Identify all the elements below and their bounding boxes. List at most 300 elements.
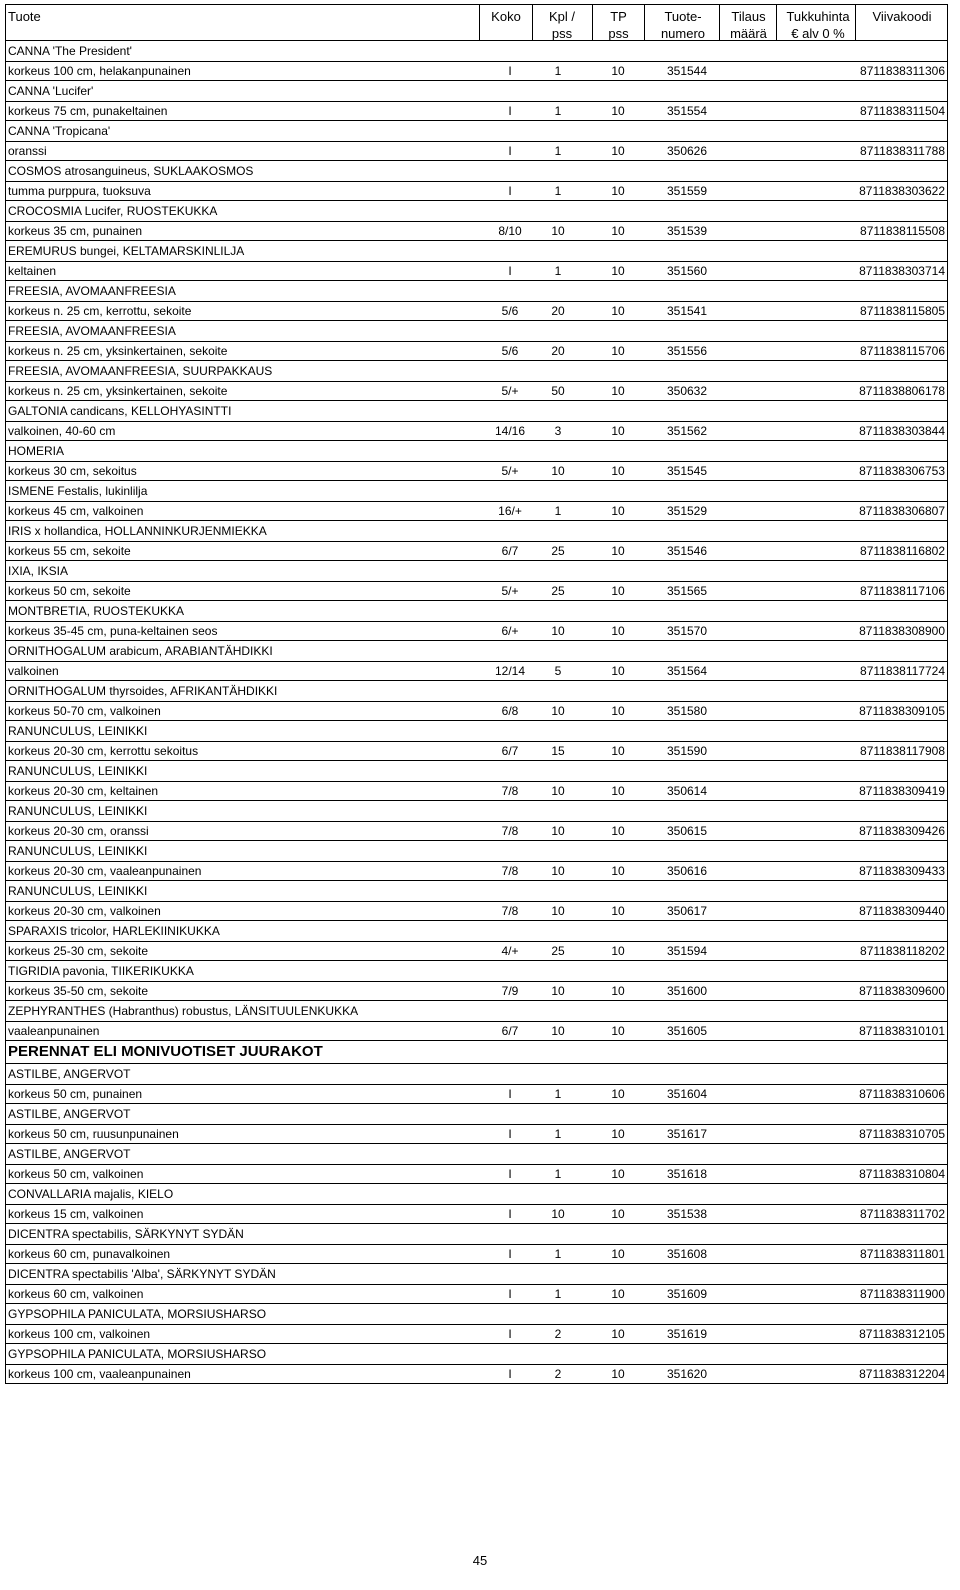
cell-kpl: 3 [554,424,562,438]
product-name: GYPSOPHILA PANICULATA, MORSIUSHARSO [8,1347,267,1361]
cell-ean: 8711838311306 [860,64,945,78]
table-row [5,201,948,241]
cell-desc: korkeus 20-30 cm, oranssi [8,824,149,838]
product-detail-line [6,581,947,600]
cell-num: 351618 [666,1167,708,1181]
cell-num: 351538 [666,1207,708,1221]
header-cell: Tilaus määrä [730,9,767,41]
product-name: TIGRIDIA pavonia, TIIKERIKUKKA [8,964,194,978]
cell-koko: 5/+ [501,464,519,478]
section-title: PERENNAT ELI MONIVUOTISET JUURAKOT [8,1043,323,1060]
cell-kpl: 1 [554,1287,562,1301]
cell-koko: I [508,184,512,198]
table-row [5,1144,948,1184]
product-detail-line [6,1364,947,1383]
cell-ean: 8711838310606 [859,1087,945,1101]
cell-desc: oranssi [8,144,47,158]
cell-tp: 10 [611,624,625,638]
cell-num: 351562 [666,424,708,438]
product-name: RANUNCULUS, LEINIKKI [8,804,148,818]
cell-ean: 8711838312105 [859,1327,945,1341]
product-name: SPARAXIS tricolor, HARLEKIINIKUKKA [8,924,220,938]
table-row [5,801,948,841]
cell-ean: 8711838115508 [860,224,945,238]
cell-ean: 8711838309105 [859,704,945,718]
cell-kpl: 2 [554,1367,562,1381]
cell-ean: 8711838311801 [860,1247,945,1261]
cell-kpl: 10 [551,624,565,638]
cell-desc: valkoinen, 40-60 cm [8,424,116,438]
cell-tp: 10 [611,64,625,78]
cell-kpl: 1 [554,1087,562,1101]
cell-ean: 8711838309440 [859,904,945,918]
cell-ean: 8711838117724 [860,664,945,678]
cell-kpl: 1 [554,104,562,118]
cell-koko: I [508,1127,512,1141]
cell-num: 351560 [666,264,708,278]
product-detail-line [6,541,947,560]
table-header [5,4,948,41]
cell-tp: 10 [611,1087,625,1101]
cell-num: 350617 [666,904,708,918]
cell-ean: 8711838303714 [859,264,945,278]
cell-tp: 10 [611,344,625,358]
cell-koko: 14/16 [494,424,526,438]
product-detail-line [6,101,947,120]
cell-ean: 8711838806178 [859,384,945,398]
cell-koko: I [508,1167,512,1181]
product-detail-line [6,1021,947,1040]
perennial-rows [5,1064,948,1384]
table-row [5,881,948,921]
column-divider [776,5,777,40]
cell-koko: I [508,1207,512,1221]
cell-desc: korkeus 50-70 cm, valkoinen [8,704,161,718]
cell-kpl: 1 [554,184,562,198]
cell-tp: 10 [611,704,625,718]
cell-tp: 10 [611,744,625,758]
cell-kpl: 10 [551,864,565,878]
cell-tp: 10 [611,1247,625,1261]
column-divider [719,5,720,40]
product-name: RANUNCULUS, LEINIKKI [8,724,148,738]
page-number: 45 [472,1553,488,1568]
cell-kpl: 1 [554,1167,562,1181]
cell-ean: 8711838303622 [859,184,945,198]
table-row [5,961,948,1001]
cell-ean: 8711838308900 [859,624,945,638]
product-name: DICENTRA spectabilis 'Alba', SÄRKYNYT SYDÄN [8,1267,276,1281]
cell-koko: 6/7 [501,544,519,558]
cell-tp: 10 [611,424,625,438]
cell-kpl: 10 [551,1207,565,1221]
header-cell: Kpl / pss [548,9,575,41]
cell-num: 350616 [666,864,708,878]
product-detail-line [6,221,947,240]
cell-koko: 5/+ [501,584,519,598]
cell-koko: 12/14 [494,664,526,678]
cell-koko: 7/8 [501,864,519,878]
column-divider [479,5,480,40]
table-row [5,561,948,601]
cell-num: 351620 [666,1367,708,1381]
cell-desc: korkeus 50 cm, valkoinen [8,1167,144,1181]
product-detail-line [6,781,947,800]
cell-ean: 8711838115706 [860,344,945,358]
cell-koko: I [508,1327,512,1341]
cell-kpl: 10 [551,984,565,998]
cell-kpl: 1 [554,64,562,78]
table-row [5,361,948,401]
cell-num: 351604 [666,1087,708,1101]
table-row [5,1344,948,1384]
cell-ean: 8711838309426 [859,824,945,838]
cell-num: 351605 [666,1024,708,1038]
cell-tp: 10 [611,264,625,278]
cell-ean: 8711838115805 [860,304,945,318]
table-row [5,41,948,81]
cell-ean: 8711838303844 [859,424,945,438]
product-detail-line [6,341,947,360]
cell-num: 350632 [666,384,708,398]
cell-kpl: 10 [551,1024,565,1038]
cell-koko: I [508,144,512,158]
table-row [5,761,948,801]
cell-ean: 8711838309419 [859,784,945,798]
product-name: CANNA 'Tropicana' [8,124,111,138]
product-detail-line [6,1084,947,1103]
cell-tp: 10 [611,584,625,598]
cell-koko: I [508,1087,512,1101]
cell-num: 350626 [666,144,708,158]
cell-kpl: 25 [551,944,565,958]
cell-ean: 8711838306753 [859,464,945,478]
cell-tp: 10 [611,1167,625,1181]
cell-kpl: 20 [551,304,565,318]
cell-kpl: 25 [551,584,565,598]
product-name: FREESIA, AVOMAANFREESIA [8,284,176,298]
cell-desc: korkeus 20-30 cm, valkoinen [8,904,161,918]
cell-num: 351529 [666,504,708,518]
table-row [5,1001,948,1041]
table-row [5,401,948,441]
product-detail-line [6,61,947,80]
product-detail-line [6,1164,947,1183]
product-name: ISMENE Festalis, lukinlilja [8,484,148,498]
table-row [5,1064,948,1104]
cell-tp: 10 [611,544,625,558]
product-detail-line [6,901,947,920]
column-divider [855,5,856,40]
price-list-table [5,4,948,1384]
product-detail-line [6,381,947,400]
cell-tp: 10 [611,904,625,918]
cell-tp: 10 [611,184,625,198]
cell-kpl: 10 [551,464,565,478]
cell-num: 351570 [666,624,708,638]
cell-tp: 10 [611,224,625,238]
cell-tp: 10 [611,504,625,518]
product-detail-line [6,1324,947,1343]
cell-tp: 10 [611,944,625,958]
table-row [5,921,948,961]
cell-ean: 8711838309433 [859,864,945,878]
cell-desc: korkeus 100 cm, vaaleanpunainen [8,1367,191,1381]
table-row [5,1104,948,1144]
product-detail-line [6,501,947,520]
product-detail-line [6,661,947,680]
column-divider [532,5,533,40]
cell-kpl: 1 [554,504,562,518]
product-detail-line [6,301,947,320]
cell-koko: 6/+ [501,624,519,638]
product-detail-line [6,821,947,840]
cell-num: 351594 [666,944,708,958]
cell-kpl: 10 [551,704,565,718]
product-name: DICENTRA spectabilis, SÄRKYNYT SYDÄN [8,1227,244,1241]
cell-koko: 7/8 [501,904,519,918]
cell-num: 350615 [666,824,708,838]
table-row [5,281,948,321]
product-detail-line [6,981,947,1000]
product-name: FREESIA, AVOMAANFREESIA [8,324,176,338]
header-cell: Tuote [8,9,41,24]
cell-desc: korkeus n. 25 cm, kerrottu, sekoite [8,304,192,318]
product-detail-line [6,1244,947,1263]
cell-num: 351590 [666,744,708,758]
cell-koko: 5/6 [501,344,519,358]
header-cell: Tukkuhinta € alv 0 % [786,9,850,41]
cell-tp: 10 [611,1127,625,1141]
cell-num: 350614 [666,784,708,798]
product-name: CANNA 'The President' [8,44,132,58]
cell-ean: 8711838311504 [860,104,945,118]
product-name: RANUNCULUS, LEINIKKI [8,884,148,898]
cell-desc: korkeus 50 cm, sekoite [8,584,131,598]
cell-desc: korkeus 20-30 cm, keltainen [8,784,159,798]
table-row [5,521,948,561]
cell-koko: I [508,1247,512,1261]
cell-koko: 4/+ [501,944,519,958]
cell-kpl: 25 [551,544,565,558]
column-divider [644,5,645,40]
cell-kpl: 10 [551,824,565,838]
cell-num: 351619 [666,1327,708,1341]
cell-ean: 8711838311702 [860,1207,945,1221]
table-row [5,321,948,361]
cell-tp: 10 [611,1367,625,1381]
header-cell: TP pss [608,9,629,41]
cell-koko: I [508,264,512,278]
product-name: FREESIA, AVOMAANFREESIA, SUURPAKKAUS [8,364,273,378]
cell-tp: 10 [611,464,625,478]
cell-kpl: 10 [551,904,565,918]
table-row [5,241,948,281]
cell-kpl: 1 [554,264,562,278]
product-detail-line [6,141,947,160]
cell-koko: 16/+ [498,504,522,518]
cell-ean: 8711838310101 [859,1024,945,1038]
cell-kpl: 1 [554,144,562,158]
cell-kpl: 2 [554,1327,562,1341]
product-detail-line [6,701,947,720]
table-row [5,721,948,761]
cell-num: 351564 [666,664,708,678]
cell-koko: 6/8 [501,704,519,718]
cell-desc: korkeus 20-30 cm, vaaleanpunainen [8,864,202,878]
cell-ean: 8711838311788 [860,144,945,158]
product-detail-line [6,261,947,280]
cell-num: 351556 [666,344,708,358]
product-name: GALTONIA candicans, KELLOHYASINTTI [8,404,232,418]
product-name: CANNA 'Lucifer' [8,84,94,98]
cell-ean: 8711838117908 [860,744,945,758]
cell-tp: 10 [611,1207,625,1221]
product-name: MONTBRETIA, RUOSTEKUKKA [8,604,185,618]
product-name: IXIA, IKSIA [8,564,69,578]
product-name: GYPSOPHILA PANICULATA, MORSIUSHARSO [8,1307,267,1321]
cell-desc: keltainen [8,264,57,278]
cell-desc: korkeus 30 cm, sekoitus [8,464,137,478]
cell-desc: korkeus 60 cm, punavalkoinen [8,1247,171,1261]
cell-desc: tumma purppura, tuoksuva [8,184,151,198]
cell-desc: korkeus 35-45 cm, puna-keltainen seos [8,624,218,638]
product-name: COSMOS atrosanguineus, SUKLAAKOSMOS [8,164,254,178]
table-row [5,481,948,521]
product-name: CONVALLARIA majalis, KIELO [8,1187,174,1201]
cell-kpl: 20 [551,344,565,358]
section-heading [5,1041,948,1064]
product-name: ASTILBE, ANGERVOT [8,1147,131,1161]
product-name: HOMERIA [8,444,65,458]
cell-koko: 6/7 [501,744,519,758]
cell-kpl: 1 [554,1127,562,1141]
product-name: RANUNCULUS, LEINIKKI [8,764,148,778]
cell-num: 351609 [666,1287,708,1301]
cell-koko: 7/8 [501,784,519,798]
cell-desc: korkeus 45 cm, valkoinen [8,504,144,518]
cell-ean: 8711838116802 [860,544,945,558]
cell-desc: valkoinen [8,664,59,678]
cell-ean: 8711838310705 [859,1127,945,1141]
product-name: EREMURUS bungei, KELTAMARSKINLILJA [8,244,245,258]
product-name: ORNITHOGALUM thyrsoides, AFRIKANTÄHDIKKI [8,684,278,698]
table-row [5,1184,948,1224]
cell-num: 351559 [666,184,708,198]
cell-koko: 5/+ [501,384,519,398]
product-name: ORNITHOGALUM arabicum, ARABIANTÄHDIKKI [8,644,273,658]
product-detail-line [6,621,947,640]
cell-num: 351565 [666,584,708,598]
cell-desc: korkeus 35-50 cm, sekoite [8,984,149,998]
cell-ean: 8711838118202 [860,944,945,958]
cell-koko: 8/10 [498,224,522,238]
cell-tp: 10 [611,784,625,798]
table-row [5,601,948,641]
cell-desc: korkeus 25-30 cm, sekoite [8,944,149,958]
cell-tp: 10 [611,864,625,878]
table-row [5,681,948,721]
cell-ean: 8711838309600 [859,984,945,998]
product-detail-line [6,1284,947,1303]
cell-koko: I [508,1367,512,1381]
table-row [5,121,948,161]
table-row [5,81,948,121]
cell-tp: 10 [611,1287,625,1301]
cell-kpl: 5 [554,664,562,678]
cell-koko: I [508,64,512,78]
cell-tp: 10 [611,384,625,398]
product-detail-line [6,861,947,880]
cell-koko: 7/8 [501,824,519,838]
cell-num: 351546 [666,544,708,558]
cell-desc: korkeus 50 cm, ruusunpunainen [8,1127,179,1141]
cell-desc: korkeus 35 cm, punainen [8,224,143,238]
cell-ean: 8711838306807 [859,504,945,518]
cell-tp: 10 [611,664,625,678]
cell-desc: korkeus 55 cm, sekoite [8,544,131,558]
cell-tp: 10 [611,144,625,158]
cell-ean: 8711838310804 [859,1167,945,1181]
table-row [5,441,948,481]
cell-ean: 8711838117106 [860,584,945,598]
product-detail-line [6,421,947,440]
product-detail-line [6,741,947,760]
cell-ean: 8711838312204 [859,1367,945,1381]
product-detail-line [6,1204,947,1223]
table-row [5,161,948,201]
product-detail-line [6,461,947,480]
cell-kpl: 15 [551,744,565,758]
cell-num: 351541 [666,304,708,318]
table-row [5,641,948,681]
cell-koko: 6/7 [501,1024,519,1038]
header-cell: Tuote- numero [660,9,706,41]
table-row [5,1304,948,1344]
product-name: IRIS x hollandica, HOLLANNINKURJENMIEKKA [8,524,267,538]
cell-num: 351617 [666,1127,708,1141]
product-name: RANUNCULUS, LEINIKKI [8,844,148,858]
product-detail-line [6,181,947,200]
product-detail-line [6,941,947,960]
cell-num: 351544 [666,64,708,78]
cell-desc: korkeus 60 cm, valkoinen [8,1287,144,1301]
cell-kpl: 10 [551,784,565,798]
cell-desc: vaaleanpunainen [8,1024,100,1038]
table-row [5,841,948,881]
cell-desc: korkeus n. 25 cm, yksinkertainen, sekoite [8,344,228,358]
cell-koko: 5/6 [501,304,519,318]
product-name: ASTILBE, ANGERVOT [8,1107,131,1121]
table-row [5,1224,948,1264]
cell-num: 351600 [666,984,708,998]
cell-tp: 10 [611,104,625,118]
cell-tp: 10 [611,1327,625,1341]
cell-ean: 8711838311900 [860,1287,945,1301]
cell-desc: korkeus 50 cm, punainen [8,1087,143,1101]
header-cell: Koko [491,9,521,24]
product-name: CROCOSMIA Lucifer, RUOSTEKUKKA [8,204,218,218]
cell-num: 351539 [666,224,708,238]
cell-tp: 10 [611,984,625,998]
header-cell: Viivakoodi [872,9,932,24]
cell-tp: 10 [611,304,625,318]
cell-desc: korkeus n. 25 cm, yksinkertainen, sekoite [8,384,228,398]
product-name: ASTILBE, ANGERVOT [8,1067,131,1081]
cell-kpl: 50 [551,384,565,398]
cell-num: 351545 [666,464,708,478]
product-name: ZEPHYRANTHES (Habranthus) robustus, LÄNSITUULENKUKKA [8,1004,359,1018]
